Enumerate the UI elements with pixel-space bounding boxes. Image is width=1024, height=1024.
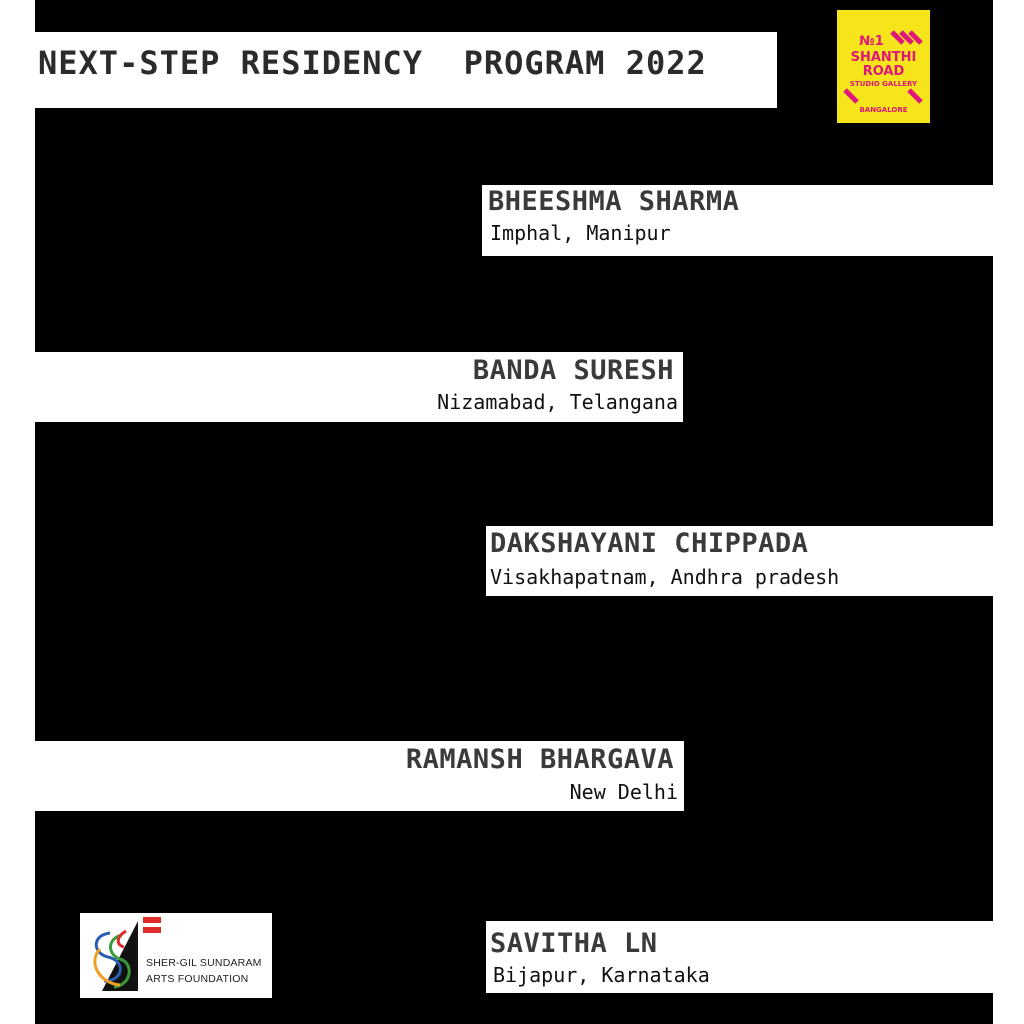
gallery-name-1: SHANTHI: [850, 50, 917, 65]
artist-name: SAVITHA LN: [490, 928, 658, 959]
right-margin: [993, 0, 1024, 1024]
artist-name: DAKSHAYANI CHIPPADA: [490, 528, 809, 559]
poster-background: [35, 0, 993, 1024]
foundation-name-2: ARTS FOUNDATION: [146, 973, 249, 985]
shanthi-road-logo: [837, 10, 930, 123]
foundation-emblem-icon: [80, 913, 272, 998]
sher-gil-sundaram-logo: [80, 913, 272, 998]
artist-place: New Delhi: [569, 780, 678, 804]
gallery-city: BANGALORE: [859, 106, 908, 114]
artist-place: Bijapur, Karnataka: [493, 963, 710, 987]
gallery-name-2: ROAD: [862, 64, 905, 79]
artist-place: Nizamabad, Telangana: [437, 390, 678, 414]
artist-name: BHEESHMA SHARMA: [488, 186, 740, 217]
artist-place: Imphal, Manipur: [490, 221, 671, 245]
artist-name: BANDA SURESH: [472, 355, 674, 386]
poster-title: NEXT-STEP RESIDENCY PROGRAM 2022: [38, 44, 707, 82]
artist-name: RAMANSH BHARGAVA: [405, 744, 674, 775]
artist-place: Visakhapatnam, Andhra pradesh: [490, 565, 840, 589]
gallery-number: №1: [859, 34, 884, 49]
gallery-type: STUDIO GALLERY: [849, 80, 918, 88]
foundation-name-1: SHER-GIL SUNDARAM: [146, 957, 262, 969]
